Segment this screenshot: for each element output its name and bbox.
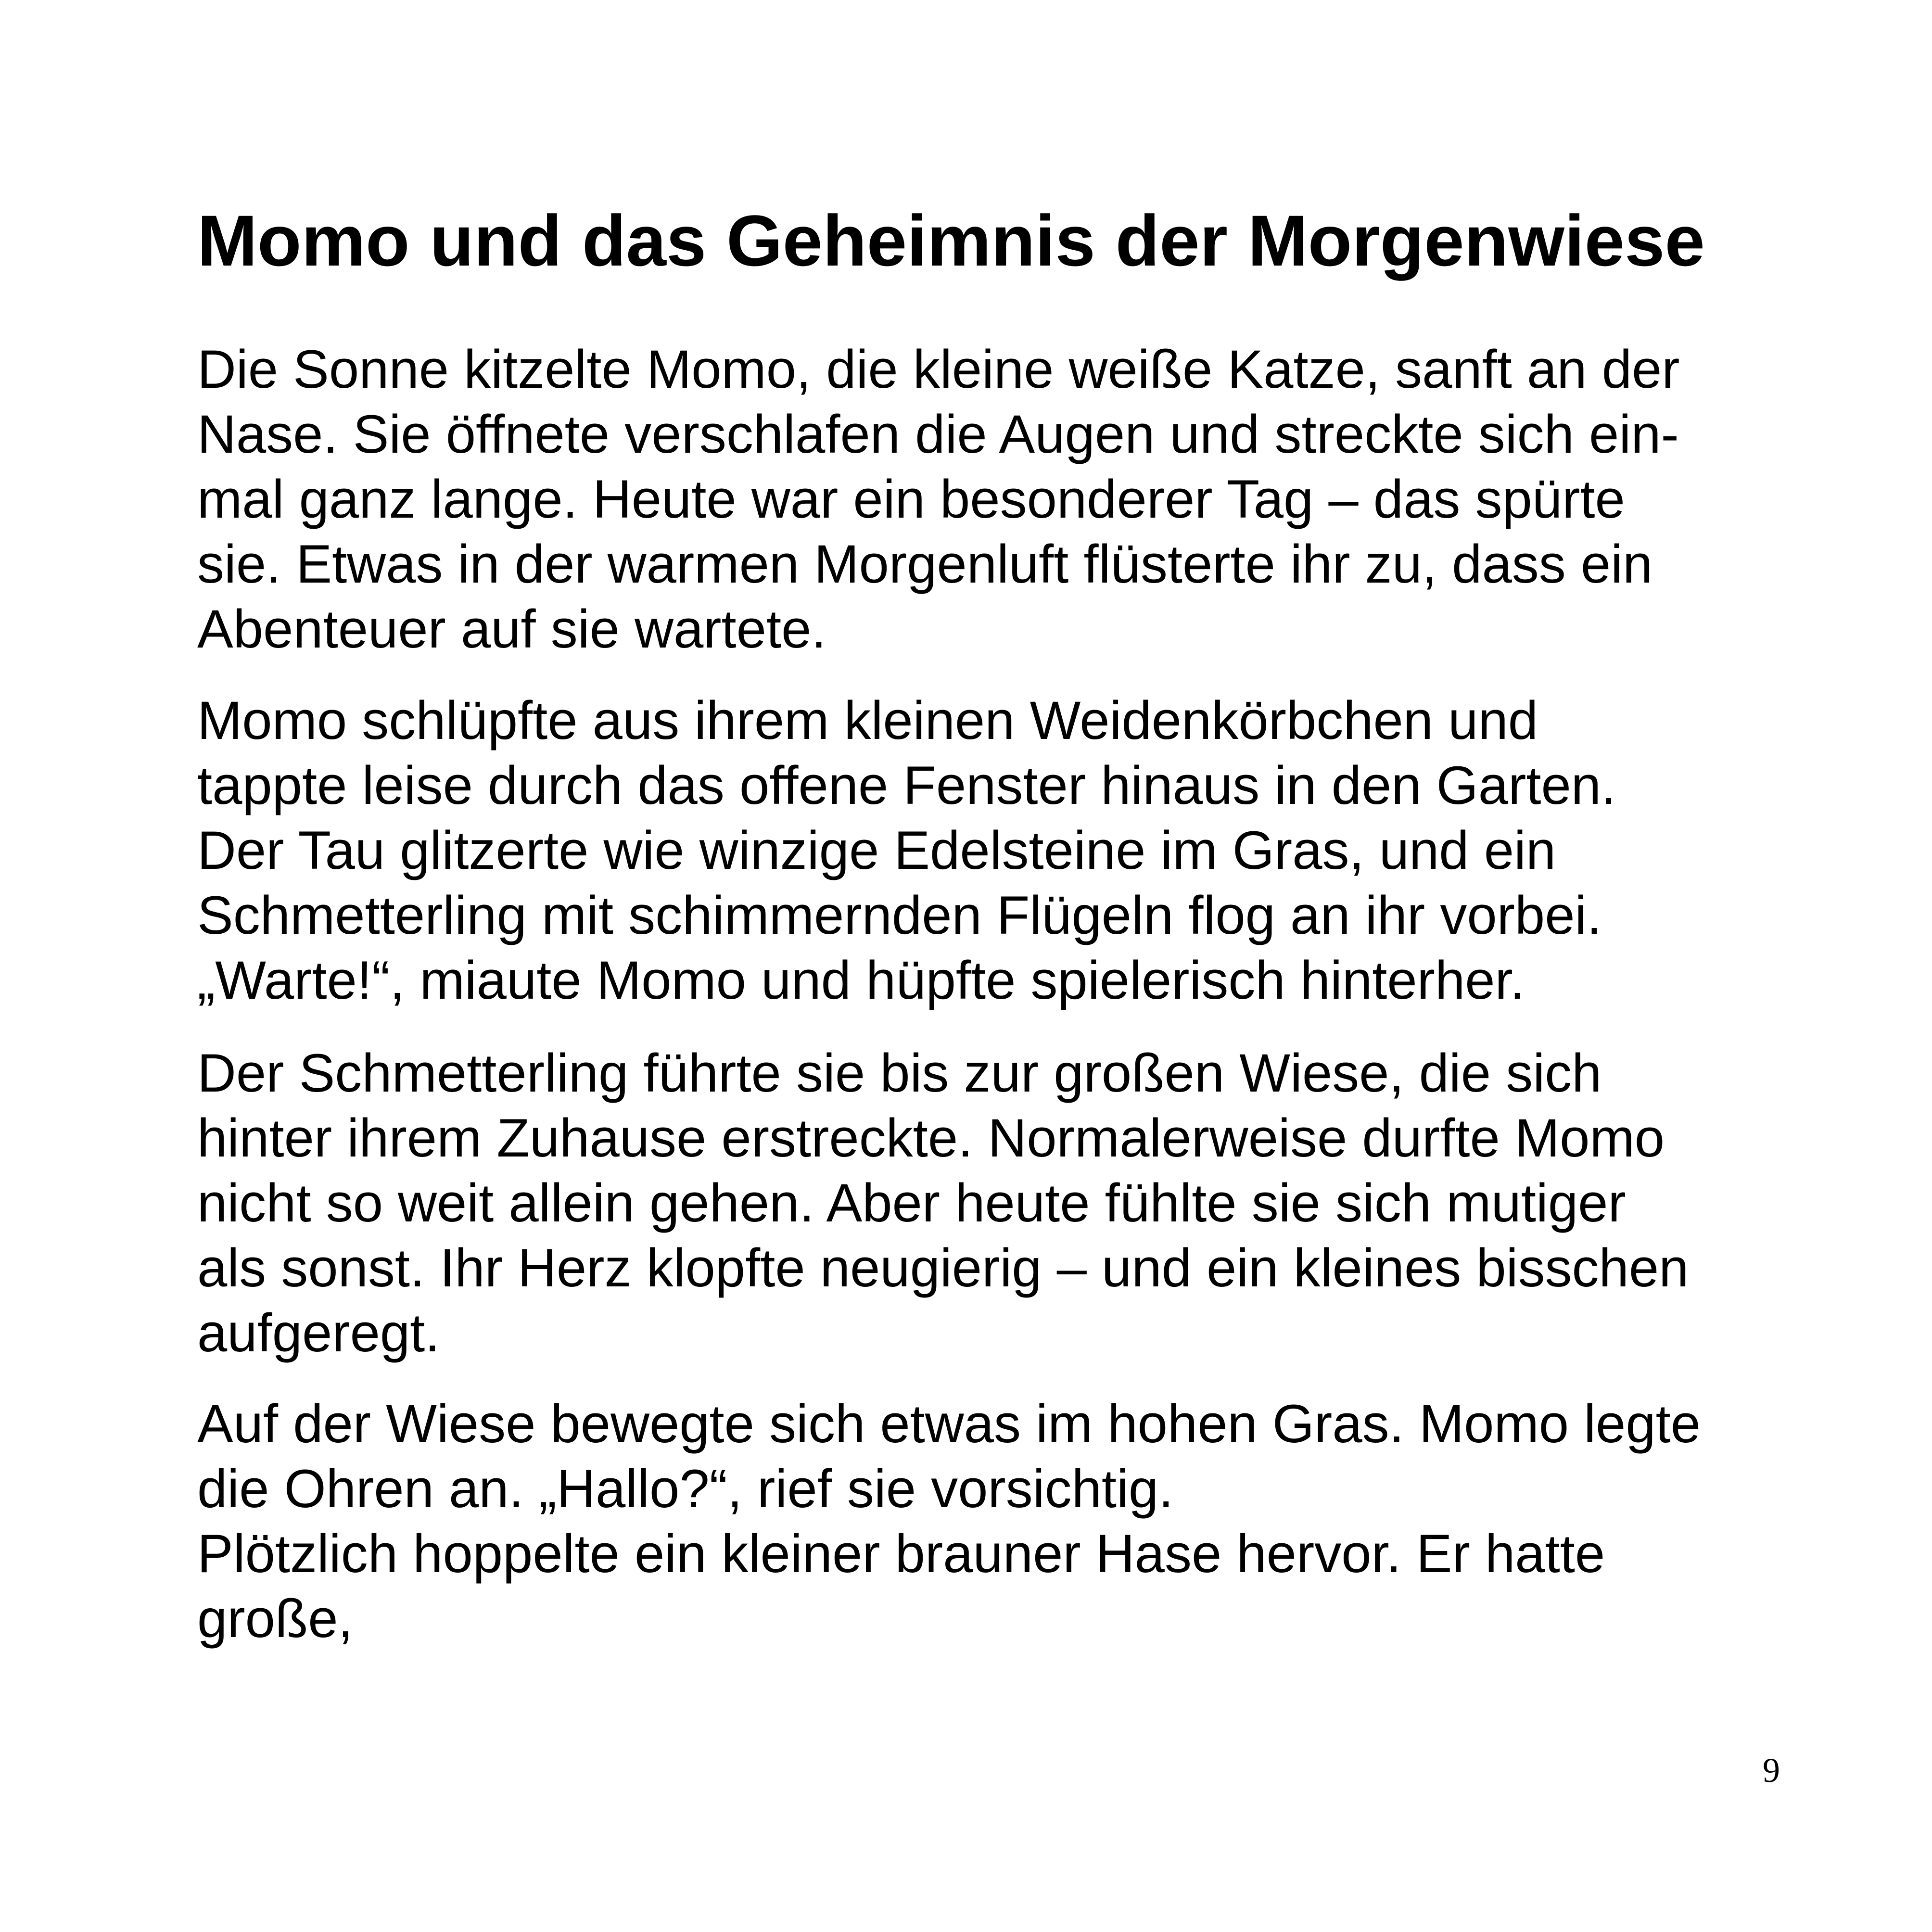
paragraph-4: [197, 1391, 1701, 1651]
paragraph-line: sie. Etwas in der warmen Morgenluft flüsterte ihr zu, dass ein: [197, 534, 1653, 594]
paragraph-line: tappte leise durch das offene Fenster hinaus in den Garten.: [197, 755, 1616, 815]
paragraph-line: als sonst. Ihr Herz klopfte neugierig – und ein kleines bisschen: [197, 1238, 1689, 1298]
paragraph-line: „Warte!“, miaute Momo und hüpfte spielerisch hinterher.: [197, 950, 1525, 1010]
paragraph-line: Nase. Sie öffnete verschlafen die Augen und streckte sich ein-: [197, 404, 1679, 464]
page-number: 9: [1763, 1751, 1780, 1790]
paragraph-line: Die Sonne kitzelte Momo, die kleine weiße Katze, sanft an der: [197, 339, 1680, 399]
paragraph-2: [197, 688, 1616, 1013]
paragraph-line: Momo schlüpfte aus ihrem kleinen Weidenkörbchen und: [197, 690, 1538, 750]
paragraph-line: aufgeregt.: [197, 1303, 440, 1363]
paragraph-line: Plötzlich hoppelte ein kleiner brauner Hase hervor. Er hatte: [197, 1524, 1605, 1584]
paragraph-line: mal ganz lange. Heute war ein besonderer Tag – das spürte: [197, 469, 1625, 529]
paragraph-line: nicht so weit allein gehen. Aber heute fühlte sie sich mutiger: [197, 1173, 1626, 1233]
paragraph-line: Schmetterling mit schimmernden Flügeln flog an ihr vorbei.: [197, 885, 1602, 945]
paragraph-line: die Ohren an. „Hallo?“, rief sie vorsichtig.: [197, 1459, 1174, 1519]
paragraph-line: Der Tau glitzerte wie winzige Edelsteine im Gras, und ein: [197, 820, 1556, 880]
story-title: Momo und das Geheimnis der Morgenwiese: [197, 200, 1705, 281]
paragraph-line: hinter ihrem Zuhause erstreckte. Normalerweise durfte Momo: [197, 1108, 1665, 1168]
paragraph-line: Der Schmetterling führte sie bis zur großen Wiese, die sich: [197, 1043, 1602, 1103]
paragraph-line: große,: [197, 1589, 353, 1649]
paragraph-line: Abenteuer auf sie wartete.: [197, 599, 826, 659]
paragraph-line: Auf der Wiese bewegte sich etwas im hohen Gras. Momo legte: [197, 1394, 1701, 1454]
paragraph-3: [197, 1041, 1689, 1365]
paragraph-1: [197, 337, 1680, 661]
